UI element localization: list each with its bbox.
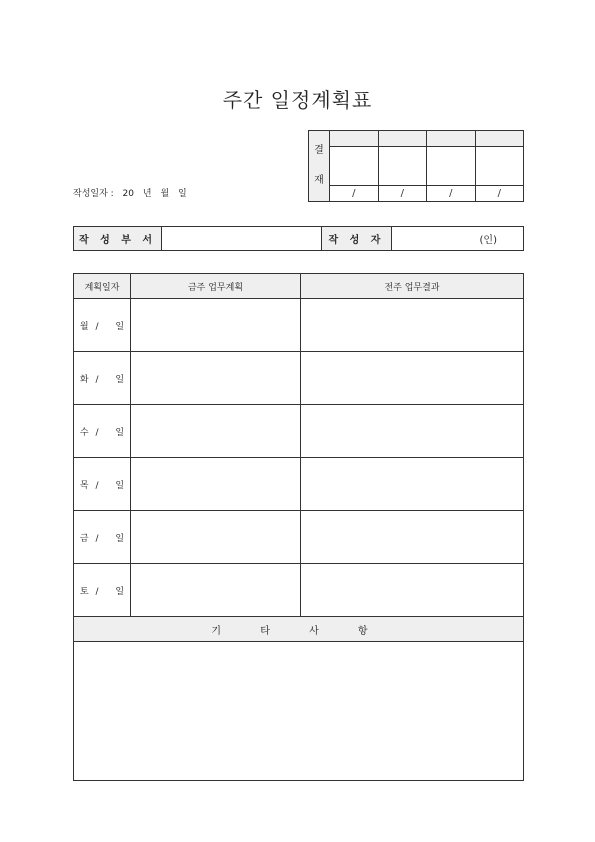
day-name: 목 [79,480,89,491]
table-row [74,405,524,458]
date-month-unit: 월 [160,189,170,199]
day-sep: / [95,533,99,544]
day-sep: / [95,586,99,597]
table-row [74,352,524,405]
date-year-prefix: 20 [122,189,134,199]
seal-mark: (인) [479,235,497,246]
table-row [74,564,524,617]
misc-notes-field[interactable] [74,642,524,781]
day-cell [74,405,131,458]
schedule-table [73,273,524,781]
day-sep: / [95,321,99,332]
approval-date-slash: / [497,187,501,199]
this-week-plan-cell[interactable] [131,564,301,617]
day-name: 수 [79,427,89,438]
last-week-result-cell[interactable] [301,458,524,511]
day-sep: / [95,427,99,438]
day-unit: 일 [115,480,125,491]
author-label: 작 성 자 [322,227,392,251]
day-unit: 일 [115,586,125,597]
day-sep: / [95,480,99,491]
date-year-unit: 년 [142,189,152,199]
last-week-result-cell[interactable] [301,352,524,405]
approval-date-slash: / [352,187,356,199]
dept-label: 작 성 부 서 [74,227,162,251]
day-sep: / [95,374,99,385]
table-row [74,458,524,511]
day-name: 월 [79,321,89,332]
date-day-unit: 일 [178,189,187,199]
this-week-plan-cell[interactable] [131,299,301,352]
last-week-result-cell[interactable] [301,405,524,458]
table-row [74,299,524,352]
approval-role-cell[interactable] [330,131,379,147]
approval-role-cell[interactable] [427,131,476,147]
table-row [74,511,524,564]
date-line [73,186,193,199]
day-name: 금 [79,533,89,544]
day-name: 화 [79,374,89,385]
approval-role-cell[interactable] [475,131,524,147]
approval-date-slash: / [400,187,404,199]
approval-sign-cell[interactable] [330,147,379,186]
approval-date-cell[interactable] [475,185,524,201]
header-this-week: 금주 업무계획 [131,274,301,299]
approval-date-cell[interactable] [378,185,427,201]
approval-sign-cell[interactable] [475,147,524,186]
header-last-week: 전주 업무결과 [301,274,524,299]
dept-field[interactable] [162,227,322,251]
day-unit: 일 [115,321,125,332]
this-week-plan-cell[interactable] [131,511,301,564]
day-cell [74,511,131,564]
approval-sign-cell[interactable] [378,147,427,186]
last-week-result-cell[interactable] [301,564,524,617]
last-week-result-cell[interactable] [301,299,524,352]
day-unit: 일 [115,374,125,385]
approval-sign-cell[interactable] [427,147,476,186]
day-unit: 일 [115,533,125,544]
info-table [73,226,524,251]
approval-date-slash: / [449,187,453,199]
this-week-plan-cell[interactable] [131,458,301,511]
this-week-plan-cell[interactable] [131,352,301,405]
page-title: 주간 일정계획표 [222,88,373,112]
approval-label [309,131,330,202]
day-cell [74,352,131,405]
last-week-result-cell[interactable] [301,511,524,564]
this-week-plan-cell[interactable] [131,405,301,458]
approval-label-bottom: 재 [314,175,324,186]
approval-label-top: 결 [314,145,324,156]
day-cell [74,458,131,511]
approval-table [308,130,524,202]
date-prefix: 작성일자 : [73,189,114,199]
day-name: 토 [79,586,89,597]
day-unit: 일 [115,427,125,438]
misc-header: 기 타 사 항 [74,617,524,642]
header-plan-date: 계획일자 [74,274,131,299]
approval-date-cell[interactable] [427,185,476,201]
author-field[interactable] [392,227,524,251]
approval-date-cell[interactable] [330,185,379,201]
day-cell [74,564,131,617]
approval-role-cell[interactable] [378,131,427,147]
day-cell [74,299,131,352]
